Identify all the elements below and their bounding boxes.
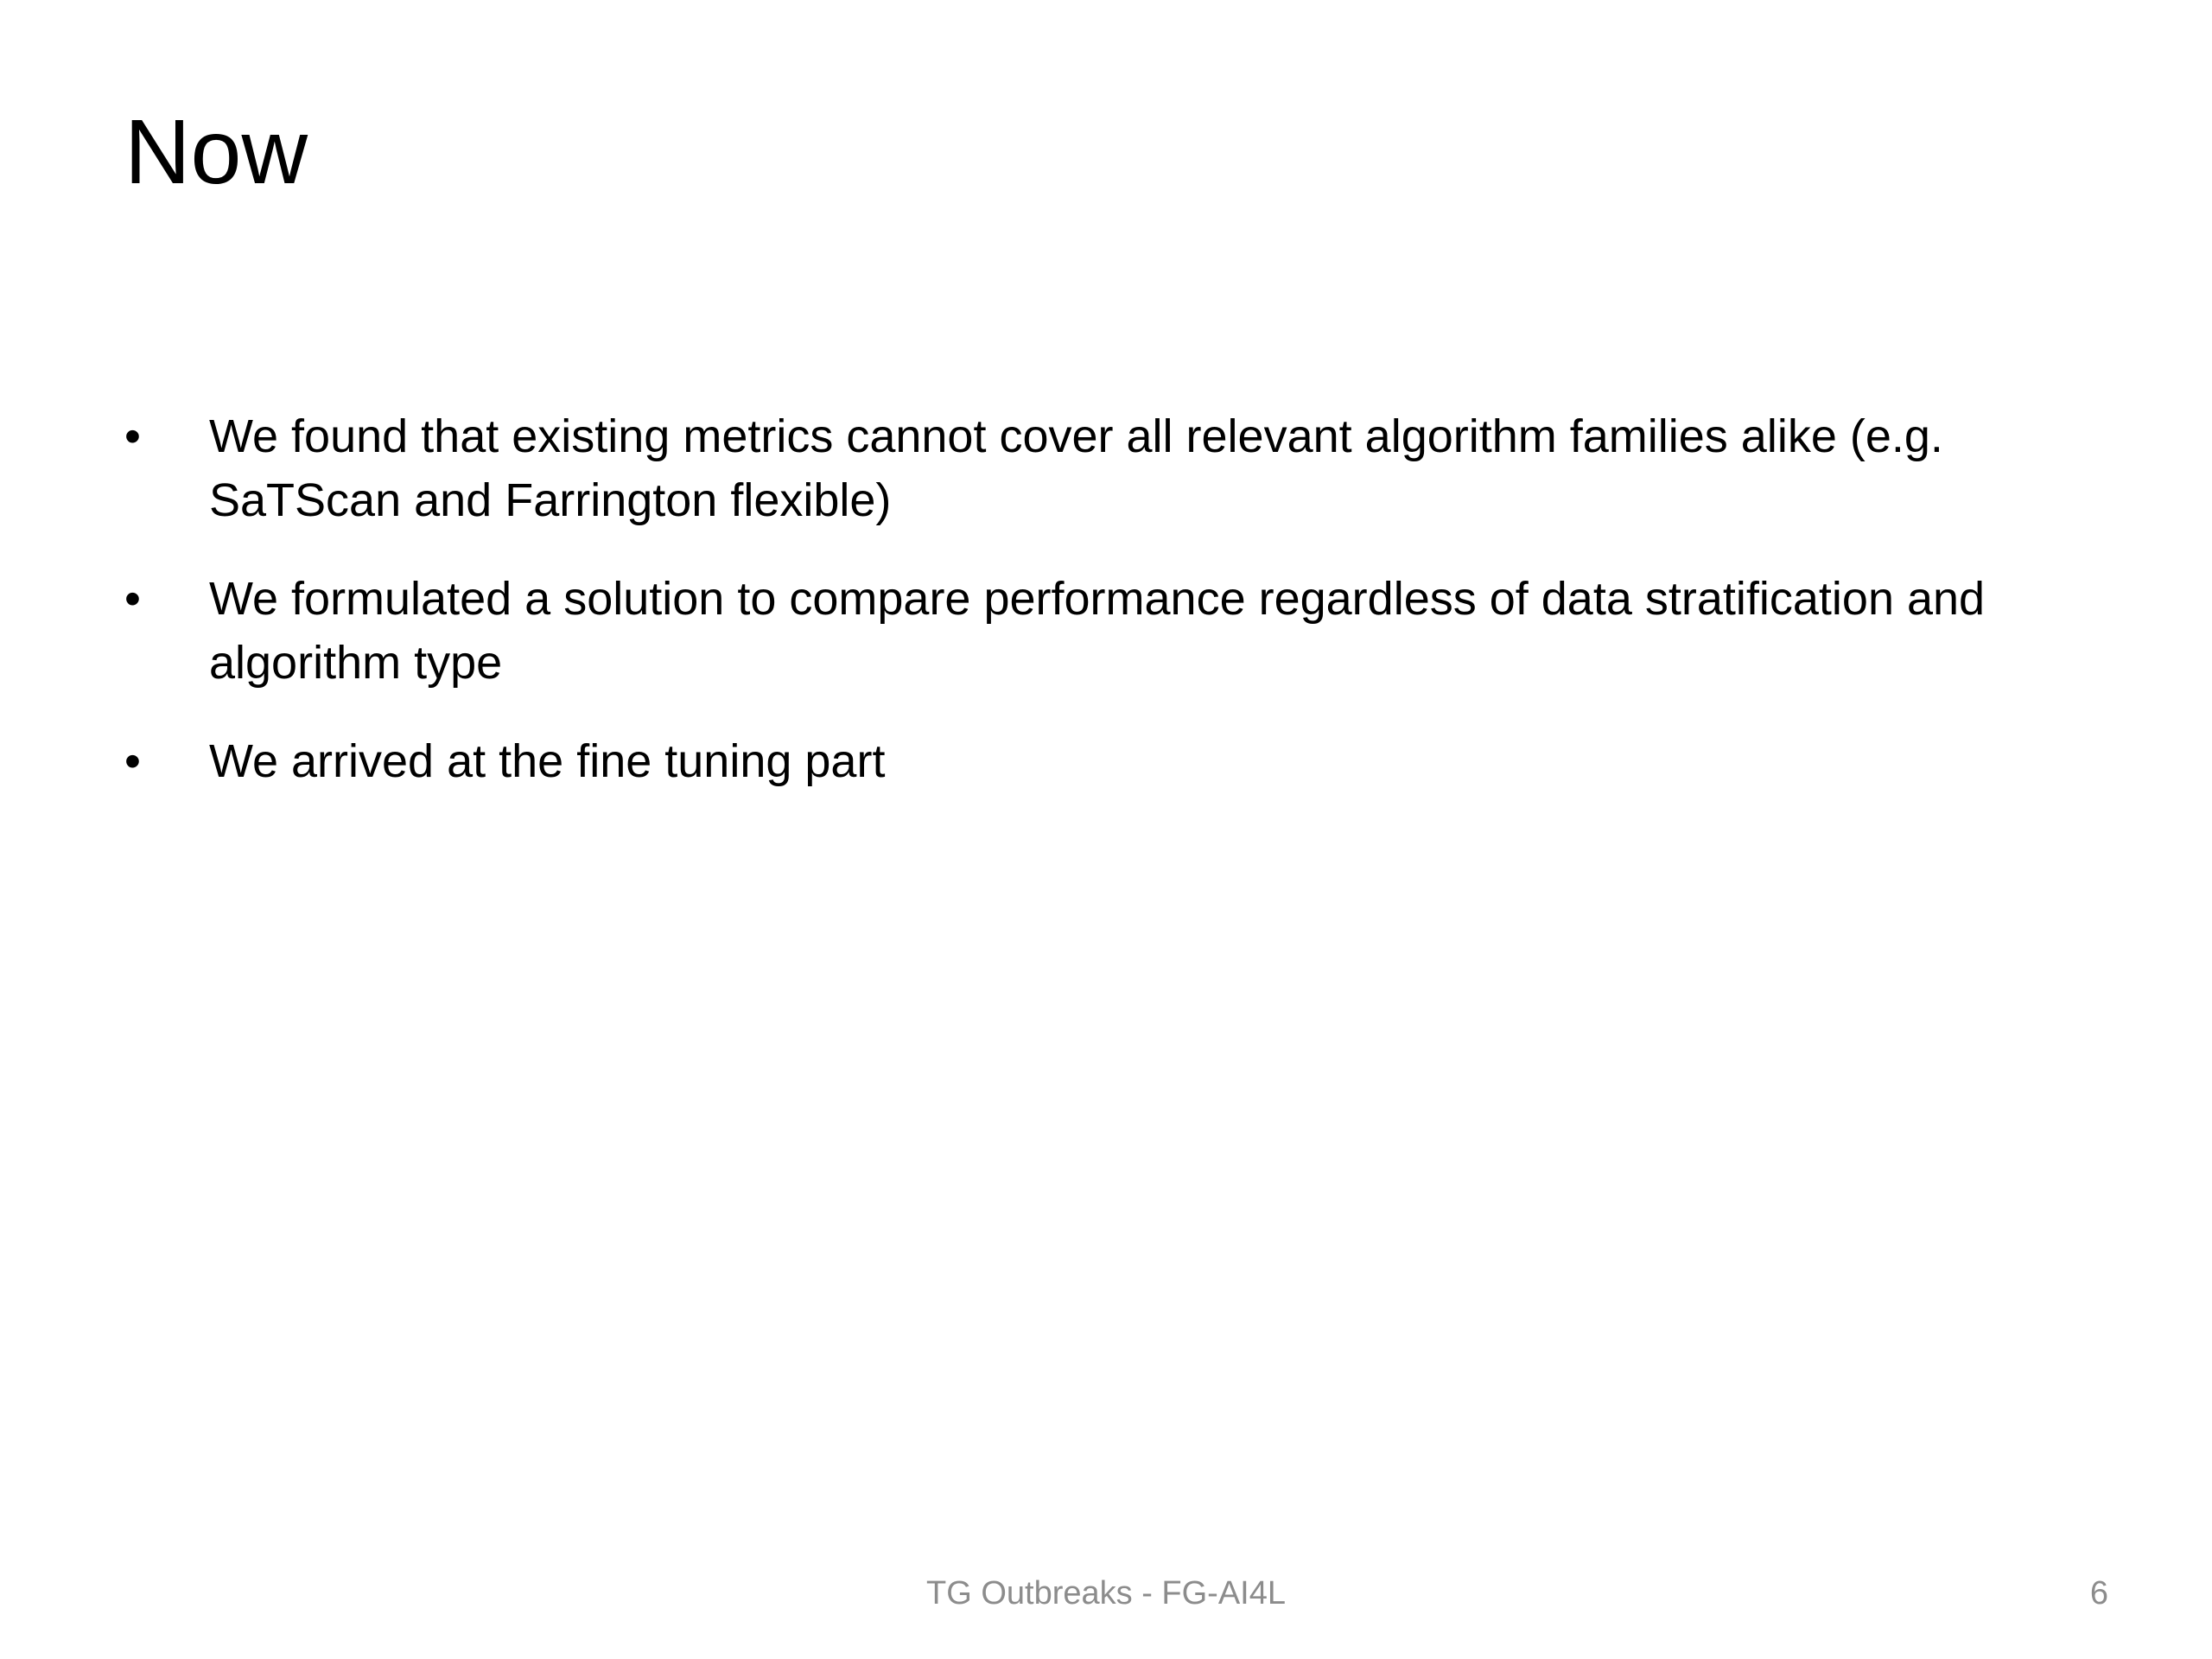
bullet-text: We formulated a solution to compare performance regardless of data stratification and algorithm type <box>209 573 1986 689</box>
page-number: 6 <box>2089 1575 2108 1611</box>
bullet-text: We arrived at the fine tuning part <box>209 735 886 787</box>
bullet-item <box>124 404 2112 532</box>
bullet-marker: • <box>124 573 141 625</box>
bullet-list <box>124 404 2112 828</box>
footer-text: TG Outbreaks - FG-AI4L <box>926 1575 1286 1611</box>
bullet-marker: • <box>124 735 141 787</box>
bullet-item <box>124 567 2112 695</box>
bullet-item <box>124 729 2112 793</box>
bullet-text: We found that existing metrics cannot cover all relevant algorithm families alike (e.g. SaTScan and Farrington flexible) <box>209 410 1943 526</box>
bullet-marker: • <box>124 410 141 462</box>
slide-title: Now <box>124 101 308 203</box>
